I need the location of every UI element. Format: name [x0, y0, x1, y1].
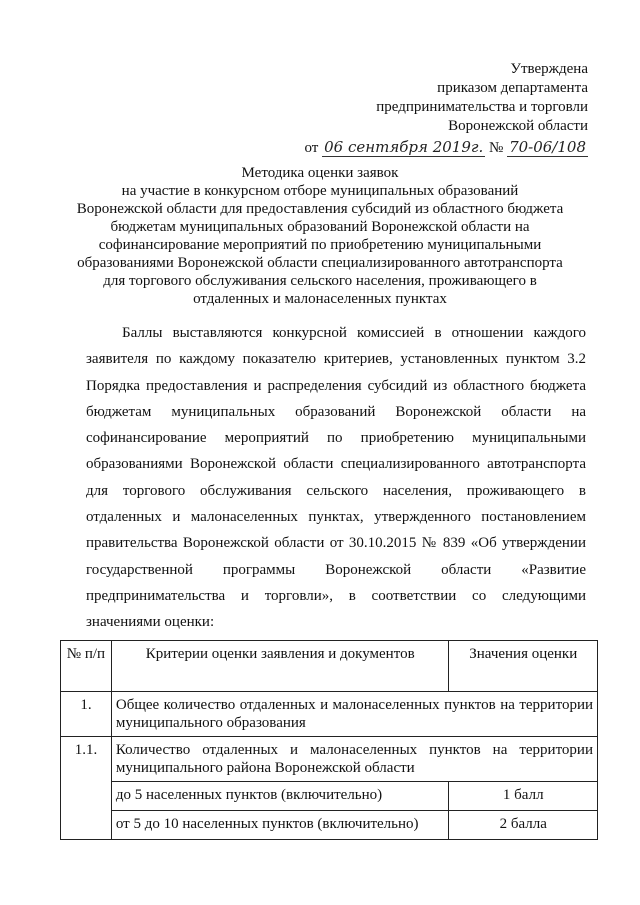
row-text: Общее количество отдаленных и малонаселенных пунктов на территории муниципального образования — [111, 692, 597, 737]
title-line: бюджетам муниципальных образований Воронежской области на — [110, 219, 530, 235]
approval-line: Утверждена — [510, 61, 588, 77]
handwritten-number: 70-06/108 — [509, 138, 586, 156]
approval-line: приказом департамента — [437, 80, 588, 96]
table-row — [61, 692, 598, 737]
approval-line: предпринимательства и торговли — [376, 99, 588, 115]
sub-criteria: от 5 до 10 населенных пунктов (включительно) — [111, 811, 449, 840]
criteria-table — [60, 640, 598, 840]
title-line: на участие в конкурсном отборе муниципальных образований — [121, 183, 519, 199]
approval-block — [288, 60, 588, 158]
title-line: отдаленных и малонаселенных пунктах — [193, 291, 447, 307]
table-header-row — [61, 641, 598, 692]
handwritten-date: 06 сентября 2019г. — [324, 138, 484, 156]
number-prefix: № — [489, 140, 504, 156]
table-row — [61, 811, 598, 840]
body-paragraph: Баллы выставляются конкурсной комиссией в отношении каждого заявителя по каждому показателю критериев, установленных пунктом 3.2 Порядка предоставления и распределения субсидий из областного бюджета бюджетам муниципальных образований Воронежской области на софинансирование мероприятий по приобретению муниципальными образованиями Воронежской области специализированного автотранспорта для торгового обслуживания сельского населения, проживающего в отдаленных и малонаселенных пунктах, утвержденного постановлением правительства Воронежской области от 30.10.2015 № 839 «Об утверждении государственной программы Воронежской области «Развитие предпринимательства и торговли», в соответствии со следующими значениями оценки: — [86, 325, 586, 631]
row-num: 1.1. — [61, 737, 112, 840]
row-num: 1. — [61, 692, 112, 737]
document-title — [60, 164, 580, 308]
approval-date-line — [288, 138, 588, 158]
title-line: Методика оценки заявок — [241, 165, 399, 181]
header-value: Значения оценки — [449, 641, 598, 692]
header-num: № п/п — [61, 641, 112, 692]
title-line: софинансирование мероприятий по приобретению муниципальными — [98, 237, 542, 253]
body-text — [86, 320, 586, 636]
date-prefix: от — [304, 140, 319, 156]
sub-value: 1 балл — [449, 782, 598, 811]
row-text: Количество отдаленных и малонаселенных пунктов на территории муниципального района Воронежской области — [111, 737, 597, 782]
title-line: Воронежской области для предоставления субсидий из областного бюджета — [76, 201, 564, 217]
title-line: образованиями Воронежской области специализированного автотранспорта — [77, 255, 563, 271]
sub-criteria: до 5 населенных пунктов (включительно) — [111, 782, 449, 811]
table-row — [61, 737, 598, 782]
approval-line: Воронежской области — [448, 118, 588, 134]
header-criteria: Критерии оценки заявления и документов — [111, 641, 449, 692]
table-row — [61, 782, 598, 811]
sub-value: 2 балла — [449, 811, 598, 840]
title-line: для торгового обслуживания сельского населения, проживающего в — [103, 273, 537, 289]
